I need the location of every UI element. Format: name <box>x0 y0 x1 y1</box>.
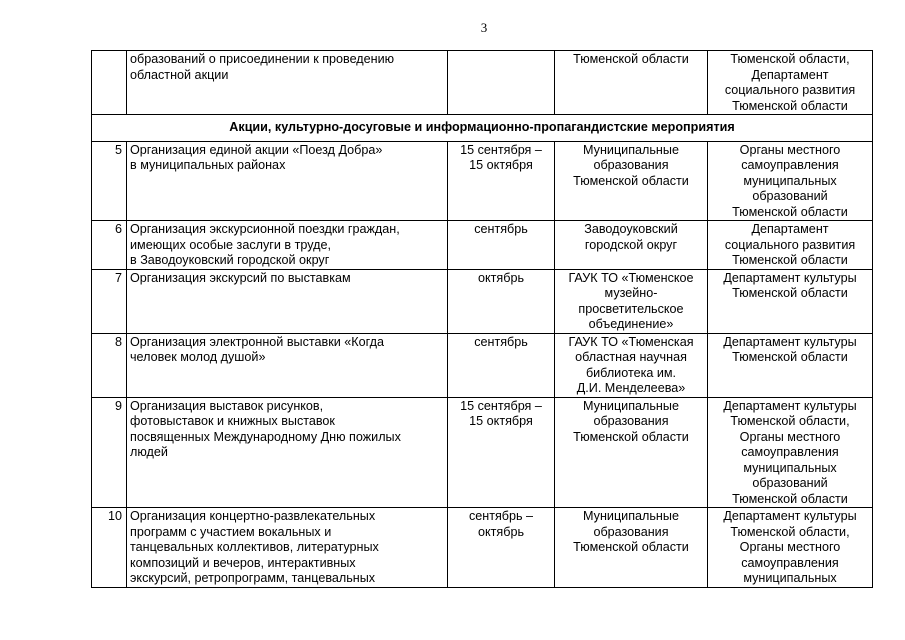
cell-line: танцевальных коллективов, литературных <box>130 540 379 554</box>
date-cell <box>448 51 555 115</box>
row-number: 7 <box>92 269 127 333</box>
cell-line: Департамент культуры <box>723 509 857 523</box>
cell-line: муниципальных <box>743 173 837 188</box>
cell-line: Тюменской области, <box>730 414 850 428</box>
events-table <box>91 50 873 588</box>
cell-line: Муниципальные <box>583 509 679 523</box>
place-cell <box>555 333 708 397</box>
event-cell <box>127 333 448 397</box>
responsible-cell <box>708 333 873 397</box>
cell-line: Тюменской области <box>732 253 848 267</box>
cell-line: сентябрь <box>474 334 528 349</box>
cell-line: 15 октября <box>469 414 533 428</box>
date-cell <box>448 221 555 270</box>
cell-line: городской округ <box>584 237 678 252</box>
cell-line: библиотека им. <box>585 365 677 380</box>
cell-line: Организация концертно-развлекательных <box>130 509 376 523</box>
responsible-cell <box>708 141 873 221</box>
date-cell <box>448 333 555 397</box>
cell-line: человек молод душой» <box>130 350 266 364</box>
responsible-cell <box>708 269 873 333</box>
place-cell <box>555 51 708 115</box>
cell-line: Департамент культуры <box>723 334 857 349</box>
cell-line: фотовыставок и книжных выставок <box>130 414 335 428</box>
cell-line: Д.И. Менделеева» <box>576 381 686 395</box>
cell-line: экскурсий, ретропрограмм, танцевальных <box>130 571 376 585</box>
cell-line: посвященных Международному Дню пожилых <box>130 429 401 444</box>
cell-line: образований <box>752 189 828 203</box>
cell-line: Органы местного <box>739 429 841 444</box>
cell-line: муниципальных <box>743 460 837 475</box>
page-number: 3 <box>480 20 488 35</box>
row-number <box>92 51 127 115</box>
cell-line: ГАУК ТО «Тюменское <box>568 270 694 285</box>
row-number: 10 <box>92 508 127 588</box>
row-number: 6 <box>92 221 127 270</box>
event-cell <box>127 51 448 115</box>
cell-line: Организация экскурсий по выставкам <box>130 270 351 285</box>
event-cell <box>127 269 448 333</box>
cell-line: 15 октября <box>469 158 533 172</box>
event-row <box>92 221 873 270</box>
cell-line: образования <box>593 414 669 428</box>
date-cell <box>448 141 555 221</box>
responsible-cell <box>708 221 873 270</box>
cell-line: сентябрь <box>474 222 528 236</box>
cell-line: Департамент культуры <box>723 270 857 285</box>
cell-line: в Заводоуковский городской округ <box>130 253 330 267</box>
cell-line: людей <box>130 445 168 459</box>
cell-line: ГАУК ТО «Тюменская <box>568 334 694 349</box>
cell-line: Органы местного <box>739 142 841 157</box>
cell-line: в муниципальных районах <box>130 158 286 172</box>
cell-line: Организация единой акции «Поезд Добра» <box>130 142 383 157</box>
section-title: Акции, культурно-досуговые и информационно-пропагандистские мероприятия <box>92 115 873 142</box>
cell-line: композиций и вечеров, интерактивных <box>130 555 356 570</box>
cell-line: просветительское <box>578 301 684 316</box>
place-cell <box>555 141 708 221</box>
row-number: 5 <box>92 141 127 221</box>
row-number: 9 <box>92 397 127 508</box>
cell-line: Департамент <box>751 67 829 82</box>
cell-line: имеющих особые заслуги в труде, <box>130 237 331 252</box>
cell-line: Тюменской области <box>573 52 689 66</box>
cell-line: Заводоуковский <box>584 222 678 236</box>
event-row <box>92 333 873 397</box>
cell-line: самоуправления <box>741 445 839 459</box>
cell-line: образования <box>593 158 669 172</box>
date-cell <box>448 508 555 588</box>
cell-line: 15 сентября – <box>460 398 542 413</box>
continuation-row <box>92 51 873 115</box>
event-cell <box>127 141 448 221</box>
place-cell <box>555 221 708 270</box>
cell-line: областная научная <box>575 350 687 364</box>
cell-line: муниципальных <box>743 571 837 585</box>
cell-line: Организация выставок рисунков, <box>130 398 324 413</box>
event-row <box>92 508 873 588</box>
cell-line: Тюменской области <box>732 286 848 300</box>
cell-line: объединение» <box>588 317 674 331</box>
cell-line: Муниципальные <box>583 142 679 157</box>
section-header-row <box>92 115 873 142</box>
cell-line: самоуправления <box>741 158 839 172</box>
cell-line: Тюменской области <box>573 540 689 554</box>
cell-line: Тюменской области <box>573 429 689 444</box>
place-cell <box>555 269 708 333</box>
cell-line: Тюменской области, <box>730 524 850 539</box>
cell-line: октябрь <box>477 270 525 285</box>
cell-line: музейно- <box>604 286 658 300</box>
cell-line: образований <box>752 476 828 490</box>
cell-line: программ с участием вокальных и <box>130 524 332 539</box>
responsible-cell <box>708 397 873 508</box>
cell-line: Тюменской области <box>732 491 848 506</box>
cell-line: Тюменской области <box>732 98 848 113</box>
cell-line: социального развития <box>724 83 856 97</box>
cell-line: октябрь <box>477 524 525 539</box>
event-row <box>92 397 873 508</box>
date-cell <box>448 397 555 508</box>
cell-line: Организация экскурсионной поездки граждан, <box>130 222 400 236</box>
place-cell <box>555 508 708 588</box>
event-cell <box>127 221 448 270</box>
cell-line: Органы местного <box>739 540 841 554</box>
cell-line: Организация электронной выставки «Когда <box>130 334 384 349</box>
date-cell <box>448 269 555 333</box>
cell-line: Тюменской области <box>573 173 689 188</box>
responsible-cell <box>708 51 873 115</box>
cell-line: образования <box>593 524 669 539</box>
responsible-cell <box>708 508 873 588</box>
event-cell <box>127 397 448 508</box>
cell-line: 15 сентября – <box>460 142 542 157</box>
event-cell <box>127 508 448 588</box>
cell-line: Департамент культуры <box>723 398 857 413</box>
cell-line: областной акции <box>130 67 229 82</box>
cell-line: Тюменской области <box>732 350 848 364</box>
cell-line: самоуправления <box>741 555 839 570</box>
row-number: 8 <box>92 333 127 397</box>
place-cell <box>555 397 708 508</box>
cell-line: социального развития <box>724 237 856 252</box>
cell-line: Тюменской области <box>732 204 848 219</box>
event-row <box>92 141 873 221</box>
event-row <box>92 269 873 333</box>
cell-line: сентябрь – <box>468 509 534 523</box>
cell-line: Департамент <box>751 222 829 236</box>
cell-line: образований о присоединении к проведению <box>130 52 395 66</box>
cell-line: Муниципальные <box>583 398 679 413</box>
cell-line: Тюменской области, <box>730 52 850 66</box>
